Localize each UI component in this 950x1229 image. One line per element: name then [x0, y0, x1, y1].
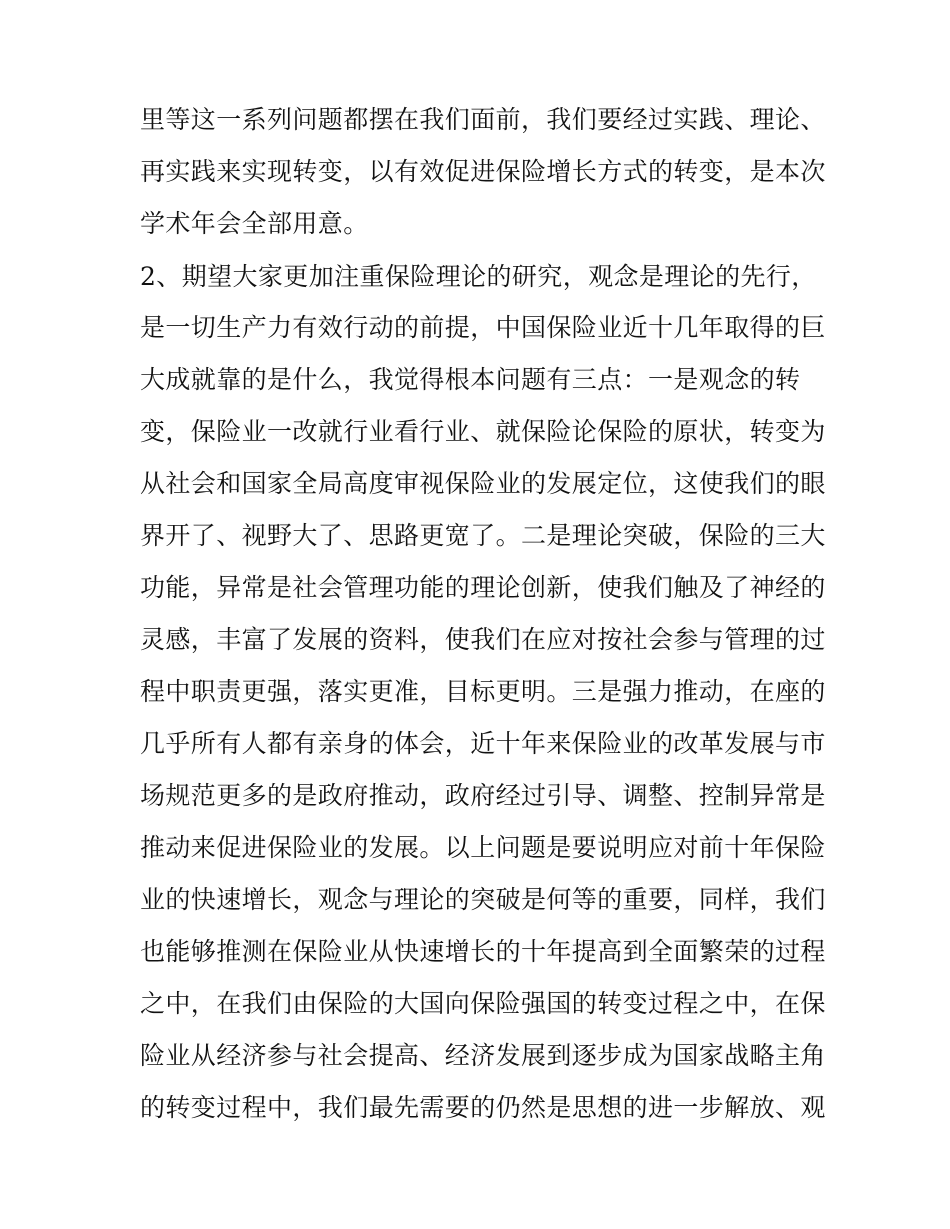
text-line: 也能够推测在保险业从快速增长的十年提高到全面繁荣的过程: [140, 937, 826, 966]
text-line: 灵感，丰富了发展的资料，使我们在应对按社会参与管理的过: [140, 625, 826, 654]
text-line: 之中，在我们由保险的大国向保险强国的转变过程之中，在保: [140, 989, 826, 1018]
text-line: 学术年会全部用意。: [140, 209, 369, 238]
text-line: 功能，异常是社会管理功能的理论创新，使我们触及了神经的: [140, 573, 826, 602]
text-line: 推动来促进保险业的发展。以上问题是要说明应对前十年保险: [140, 833, 826, 862]
text-line: 是一切生产力有效行动的前提，中国保险业近十几年取得的巨: [140, 313, 826, 342]
text-line: 程中职责更强，落实更准，目标更明。三是强力推动，在座的: [140, 677, 826, 706]
text-line: 险业从经济参与社会提高、经济发展到逐步成为国家战略主角: [140, 1041, 826, 1070]
text-line: 大成就靠的是什么，我觉得根本问题有三点：一是观念的转: [140, 365, 801, 394]
text-line: 场规范更多的是政府推动，政府经过引导、调整、控制异常是: [140, 781, 826, 810]
text-line: 变，保险业一改就行业看行业、就保险论保险的原状，转变为: [140, 417, 826, 446]
text-line: 几乎所有人都有亲身的体会，近十年来保险业的改革发展与市: [140, 729, 826, 758]
text-line: 业的快速增长，观念与理论的突破是何等的重要，同样，我们: [140, 885, 826, 914]
text-line: 里等这一系列问题都摆在我们面前，我们要经过实践、理论、: [140, 105, 826, 134]
text-line: 2、期望大家更加注重保险理论的研究，观念是理论的先行，: [140, 262, 817, 291]
text-line: 的转变过程中，我们最先需要的仍然是思想的进一步解放、观: [140, 1093, 826, 1122]
text-line: 从社会和国家全局高度审视保险业的发展定位，这使我们的眼: [140, 469, 826, 498]
text-line: 再实践来实现转变，以有效促进保险增长方式的转变，是本次: [140, 157, 826, 186]
text-line: 界开了、视野大了、思路更宽了。二是理论突破，保险的三大: [140, 521, 826, 550]
